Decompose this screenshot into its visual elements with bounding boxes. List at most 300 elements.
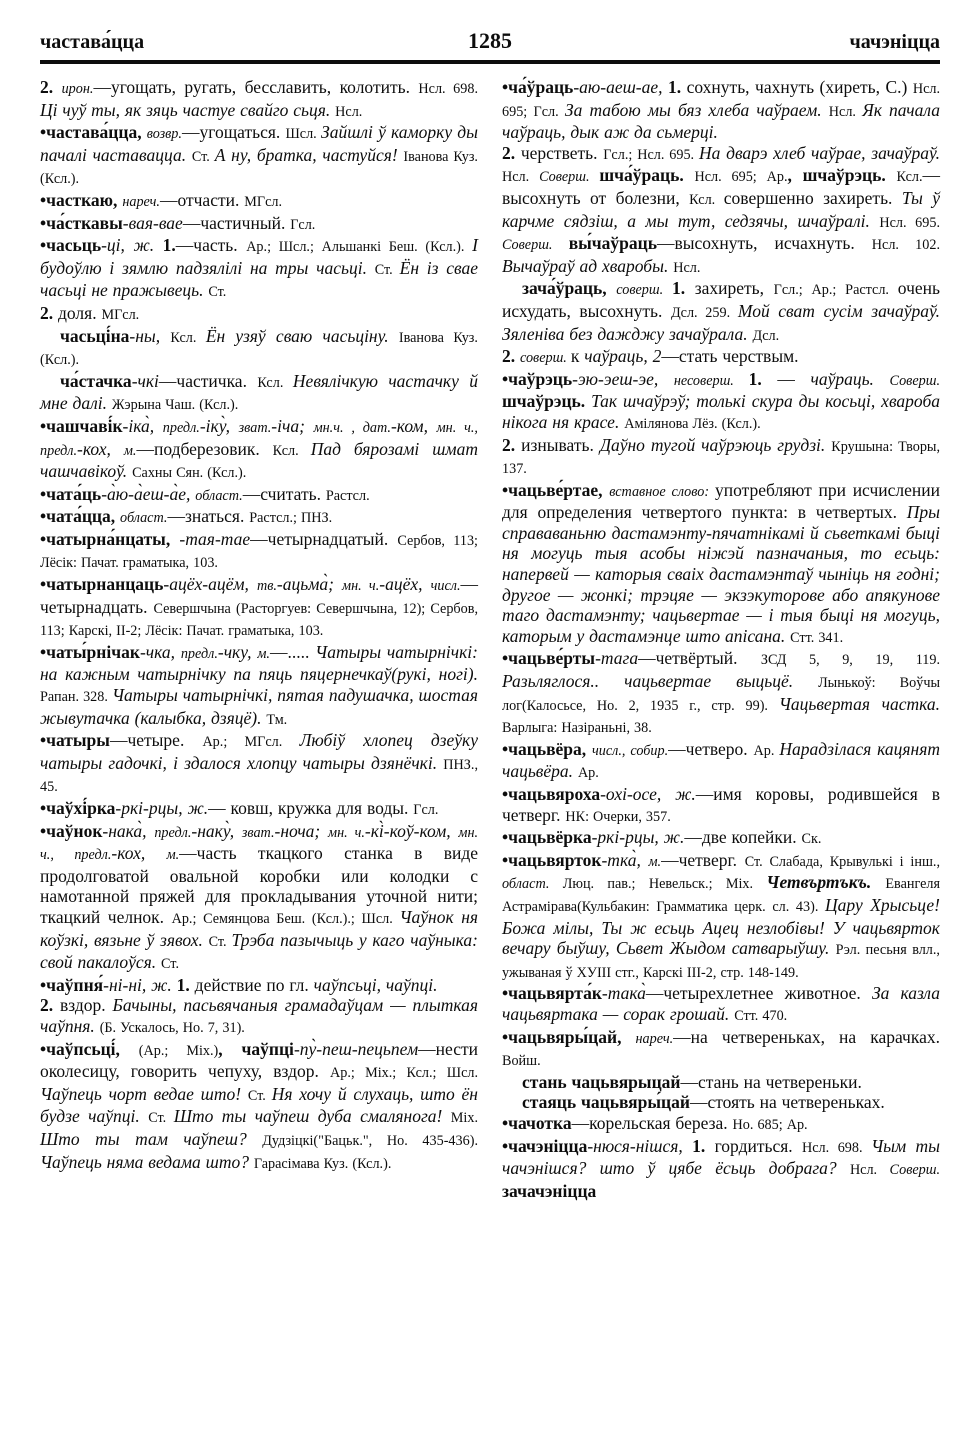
text-segment: Растсл.; ПНЗ. [249, 510, 333, 527]
headword: •чата́цца, [40, 506, 121, 527]
header-rule [40, 60, 940, 64]
text-segment: Нсл. 102. [871, 237, 940, 254]
dictionary-entry [40, 995, 478, 1038]
text-segment: Лынькоў: Воўчы лог(Калосьсе, Но. 2, 1935 г., стр. 99). [502, 675, 940, 714]
text-segment: Ксл. [689, 191, 724, 208]
text-segment: захиреть, [694, 278, 774, 299]
dictionary-entry [40, 975, 478, 996]
text-segment: —часть ткацкого станка в виде продолговатой овальной коробки или колодки с намотанной пряжей для прокладывания уточной нити; ткацкий челнок. [40, 843, 479, 927]
headword: зача́ўраць, [522, 278, 617, 299]
text-segment: мн. ч., предл. [40, 419, 478, 459]
text-segment: област. [195, 487, 243, 504]
text-segment: зачачэніцца [502, 1180, 597, 1201]
text-segment: шча́ўраць. [599, 165, 695, 186]
headword: •чачотка [502, 1112, 572, 1133]
text-segment: Рэл. песьня влл., ужываная ў ХУІІІ стг., Карскі III-2, стр. 148-149. [502, 942, 940, 981]
dictionary-entry [40, 506, 478, 529]
text-segment: -кох, [111, 843, 167, 864]
text-segment: Шсл. [285, 126, 322, 143]
text-segment: черстветь. [520, 142, 604, 163]
dictionary-entry [40, 730, 478, 798]
headword: •чата́ць [40, 483, 102, 504]
text-segment: Соверш. [502, 237, 569, 254]
text-segment: Крушына: Творы, 137. [502, 438, 940, 478]
text-segment: Сербов, 113; Лёсік: Пачат. граматыка, 103. [40, 532, 478, 572]
text-segment: , шчаўрэць. [787, 165, 897, 186]
text-segment: —высохнуть, исчахнуть. [657, 233, 872, 254]
text-segment: вздор. [60, 995, 113, 1016]
text-segment: Нсл. [849, 1162, 890, 1179]
text-segment: —на четвереньках, на карачках. [673, 1026, 940, 1047]
text-segment: Нсл. 695; Гсл. [502, 81, 940, 120]
text-segment: Ці чуў ты, як зяць частуе свайго сьця. [40, 99, 336, 120]
text-segment: Ст. [148, 1110, 174, 1127]
text-segment: Што ты там чаўпеш? [40, 1128, 263, 1149]
text-segment: -охі-осе, ж. [600, 784, 696, 804]
text-segment: -пу̀-пеш-пецьпем [293, 1038, 419, 1059]
headword: •чацьвяры́цай, [502, 1026, 636, 1047]
text-segment: чаўраць, 2 [584, 346, 662, 367]
text-segment: -іка̀, [122, 415, 163, 436]
dictionary-entry [502, 369, 940, 435]
text-segment: Амілянова Лёз. (Ксл.). [624, 415, 761, 432]
text-segment: Ар.; Семянцова Беш. (Ксл.).; Шсл. [171, 910, 400, 927]
text-segment: І будоўлю і зямлю падзялілі на тры часьці. [40, 235, 478, 278]
text-segment: НК: Очерки, 357. [565, 808, 671, 825]
dictionary-entry [502, 1072, 940, 1093]
text-segment: Ксл. [170, 329, 206, 346]
text-segment: Ст. [208, 933, 232, 950]
text-segment: предл. [154, 824, 192, 841]
dictionary-entry [502, 143, 940, 279]
text-segment: Чаўнок ня коўзкі, вязьне ў зявох. [40, 906, 479, 950]
text-segment: —частичный. [182, 212, 291, 233]
headword: •чачэніцца [502, 1135, 588, 1156]
dictionary-entry [40, 484, 478, 507]
dictionary-entry [502, 435, 940, 480]
text-segment: Чацьвертая частка. [778, 693, 940, 714]
dictionary-entry [40, 798, 478, 821]
dictionary-entry [40, 416, 478, 484]
text-segment: Люц. пав.; Невельск.; Міх. [562, 876, 767, 893]
text-segment: -тая-тае [179, 528, 251, 549]
text-segment: предл. [180, 645, 218, 662]
text-segment: совершенно захиреть. [723, 187, 902, 208]
text-segment: Мой сват сусім зачаўраў. Зяленіва без дажджу зачаўрала. [502, 300, 940, 344]
headword: стань чацьвярыцай [522, 1071, 681, 1092]
text-segment: Чаўпець чорт ведае што! [40, 1083, 248, 1104]
text-columns [40, 77, 940, 1201]
dictionary-entry [502, 648, 940, 738]
text-segment: Дсл. [752, 327, 780, 344]
text-segment: Ск. [801, 831, 822, 848]
text-segment: Ксл. [272, 442, 311, 459]
text-segment: Гсл. [290, 216, 316, 233]
text-segment: област. [120, 510, 168, 527]
text-segment: -ны, [129, 325, 171, 346]
dictionary-entry [502, 739, 940, 784]
text-segment: числ., собир. [591, 742, 669, 759]
text-segment: Нсл. [502, 169, 540, 186]
text-segment: действие по гл. [194, 974, 314, 995]
text-segment: вы́чаўраць [568, 233, 657, 254]
dictionary-entry [40, 235, 478, 303]
text-segment: —корельская береза. [571, 1112, 733, 1133]
text-segment: ЗСД 5, 9, 19, 119. [760, 652, 941, 669]
text-segment: —нести околесицу, говорить чепуху, вздор. [40, 1038, 479, 1082]
text-segment: Евангеля Астрамірава(Кульбакин: Грамматика церк. сл. 43). [502, 876, 940, 915]
running-header [40, 28, 940, 54]
text-segment: Соверш. [539, 169, 600, 186]
text-segment: -нюся-нішся, [587, 1135, 693, 1156]
text-segment: Ст. Слабада, Крывулькі і інш., [744, 853, 940, 870]
text-segment: —четырнадцатый. [250, 528, 398, 549]
text-segment: ПНЗ., 45. [40, 756, 478, 796]
dictionary-entry [40, 642, 478, 730]
text-segment: гордиться. [714, 1135, 803, 1156]
text-segment: употребляют при исчислении для определения четвертого пункта: в четвертых. [502, 479, 940, 523]
text-segment: мн. ч. [328, 824, 365, 841]
text-segment: Нсл. 698. [802, 1139, 872, 1156]
dictionary-entry [502, 1092, 940, 1113]
text-segment: —четырнадцать. [40, 574, 478, 617]
text-segment: Іванова Куз. (Ксл.). [40, 329, 478, 369]
text-segment: Іванова Куз. (Ксл.). [40, 148, 478, 188]
text-segment: —четвёртый. [638, 648, 761, 669]
text-segment: мн. ч. [342, 578, 380, 595]
text-segment: Гсл.; Нсл. 695. [603, 146, 699, 163]
headword: •чаўрэць [502, 368, 573, 389]
text-segment: Дсл. 259. [670, 304, 738, 321]
text-segment: -чкі [131, 370, 159, 391]
text-segment: —стань на четвереньки. [680, 1071, 862, 1092]
text-segment: —четыре. [109, 730, 203, 751]
text-segment: Што ты чаўпеш дуба смалянога! [173, 1106, 451, 1127]
text-segment: 1. [176, 974, 195, 995]
headword: 2. [502, 346, 520, 367]
text-segment: Нсл. [673, 259, 701, 276]
text-segment: 1. [671, 278, 695, 299]
text-segment: МГсл. [101, 306, 140, 323]
text-segment: Рапан. 328. [40, 689, 112, 706]
headword: 2. [40, 77, 62, 97]
text-segment: Ст. [161, 956, 179, 973]
text-segment: —угощать, ругать, бесславить, колотить. [93, 77, 419, 97]
dictionary-entry [40, 326, 478, 371]
text-segment: -ці, ж. [101, 235, 163, 256]
text-segment: м. [166, 847, 180, 864]
headword: •чаты́рнічак [40, 641, 140, 662]
text-segment: -така̀ [601, 983, 646, 1004]
dictionary-entry [40, 1039, 478, 1175]
text-segment: Гсл.; Ар.; Растсл. [773, 282, 898, 299]
text-segment: Ня хочу й слухаць, што ён будзе чаўпці. [40, 1083, 478, 1127]
text-segment: Даўно тугой чаўрэюць грудзі. [599, 434, 832, 455]
text-segment: -тка̀, [601, 849, 649, 870]
headword: •чацьвёрка [502, 827, 592, 848]
text-segment: Соверш. [889, 372, 940, 389]
text-segment: Бачыны, пасьвячаныя грамадаўцам — плыткая чаўпня. [40, 995, 479, 1036]
text-segment: Четвъртъкъ. [766, 872, 886, 893]
text-segment: Ар. [753, 742, 780, 759]
text-segment: -ноча; [274, 820, 329, 841]
text-segment: А ну, братка, частуйся! [214, 144, 404, 165]
headword: •чаўнок [40, 820, 103, 841]
text-segment: Войш. [502, 1053, 541, 1070]
text-segment: Як пачала чаўраць, дык аж да сьмерці. [502, 99, 940, 143]
dictionary-entry [502, 1136, 940, 1202]
text-segment: -кох, [77, 438, 124, 459]
text-segment: МГсл. [244, 193, 282, 210]
text-segment: -ацёх-ацём, [163, 574, 257, 595]
text-segment: Гсл. [413, 802, 439, 818]
text-segment: Нсл. 695; Ар. [694, 169, 788, 186]
text-segment: доля. [58, 302, 102, 323]
text-segment: Но. 685; Ар. [732, 1116, 808, 1133]
text-segment: —часть. [175, 235, 247, 256]
text-segment: Ксл. [896, 169, 923, 186]
text-segment: -ркі-рцы, ж. [115, 798, 209, 818]
dictionary-entry [40, 122, 478, 190]
text-segment: очень исхудать, высохнуть. [502, 278, 940, 321]
text-segment: -эю-эеш-эе, [572, 368, 674, 389]
text-segment: Тм. [266, 711, 288, 728]
headword: часьці́на [60, 325, 130, 346]
text-segment: Ст. [191, 148, 215, 165]
text-segment: Міх. [450, 1110, 478, 1127]
text-segment: -чка, [139, 641, 181, 662]
headword: •чацьвёра, [502, 738, 592, 759]
text-segment: —знаться. [167, 506, 250, 527]
dictionary-entry [40, 303, 478, 326]
text-segment: —четверг. [661, 849, 745, 870]
text-segment: тв. [256, 578, 277, 595]
text-segment: —имя коровы, родившейся в четверг. [502, 784, 940, 825]
text-segment: —..... [269, 641, 316, 662]
headword: •частава́цца, [40, 122, 147, 143]
text-segment: к [570, 346, 585, 367]
text-segment: Нсл. 698. [418, 81, 479, 97]
text-segment: -іку̀, [199, 415, 239, 436]
text-segment: Гарасімава Куз. (Ксл.). [253, 1155, 392, 1172]
text-segment: —отчасти. [159, 189, 245, 210]
text-segment: мн.ч. , дат. [313, 419, 391, 436]
left-column [40, 77, 478, 1201]
text-segment: Чым ты чачэнішся? што ў цябе ёсьць добрага? [502, 1135, 940, 1179]
text-segment: —угощаться. [181, 122, 286, 143]
text-segment: нареч. [122, 193, 160, 210]
text-segment: Ст. [374, 261, 400, 278]
text-segment: Стт. 341. [790, 629, 844, 646]
text-segment: возвр. [146, 126, 182, 143]
text-segment: Нсл. 695. [879, 214, 940, 231]
text-segment: -а̀ю-а̀еш-а̀е, [101, 483, 196, 504]
text-segment: — ковш, кружка для воды. [208, 798, 414, 818]
text-segment: —частичка. [158, 370, 258, 391]
text-segment: 1. [668, 77, 687, 97]
text-segment: м. [257, 645, 270, 662]
text-segment: Ар.; Шсл.; Альшанкі Беш. (Ксл.). [246, 239, 473, 256]
text-segment: -ацёх, [379, 574, 431, 595]
text-segment: 1. [162, 235, 176, 256]
text-segment: Вычаўраў ад хваробы. [502, 255, 674, 276]
text-segment: шчаўрэць. [502, 391, 592, 412]
page-number: 1285 [468, 28, 512, 53]
text-segment: —четверо. [668, 738, 754, 759]
text-segment: Чатыры чатырнічкі: на кажным чатырнічку па пяць пяцернечкаў(рукі, ногі). [40, 641, 478, 685]
text-segment: —подберезовик. [136, 438, 273, 459]
dictionary-entry [40, 529, 478, 574]
text-segment: -ацьма̀; [276, 574, 343, 595]
dictionary-entry [40, 574, 478, 642]
dictionary-entry [502, 784, 940, 827]
headword: •чашчаві́к [40, 415, 123, 436]
running-head-right: чачэніцца [849, 31, 940, 53]
headword: •часткаю, [40, 189, 123, 210]
text-segment: изнывать. [521, 434, 600, 455]
text-segment: — [777, 368, 811, 389]
headword: 2. [502, 434, 522, 455]
dictionary-entry [502, 480, 940, 649]
text-segment: Трэба пазычыць у каго чаўныка: свой пакалоўся. [40, 929, 478, 973]
headword: •ча́ўраць [502, 77, 574, 97]
text-segment: Ты ў карчме сядзіш, а мы тут, седзячы, шчаўралі. [502, 187, 940, 231]
text-segment: 1. [692, 1135, 715, 1156]
text-segment: соверш. [520, 350, 571, 367]
text-segment: (Ар.; Міх.) [138, 1042, 219, 1059]
dictionary-entry [502, 1113, 940, 1136]
headword: стаяць чацьвяры́цай [522, 1092, 690, 1113]
headword: •ча́сткавы [40, 212, 123, 233]
text-segment: Дудзіцкі("Бацьк.", Но. 435-436). [262, 1132, 478, 1149]
dictionary-entry [502, 1027, 940, 1072]
dictionary-entry [502, 983, 940, 1026]
headword: •чаўпсьці́, [40, 1038, 139, 1059]
text-segment: Сахны Сян. (Ксл.). [132, 465, 247, 482]
dictionary-entry [40, 213, 478, 236]
headword: •чаўхі́рка [40, 798, 116, 818]
text-segment: Пры справаваньню дастамэнту-пячатнікамі й сьветкамі быці ня могуць тыя асобы ніжэй пазначаныя, то есьць: напервей — каторыя сваіх дастамэнтаў чыніць ня годні; другое — жонкі; трэцяе — экзэкуторове або апякунове таго дастамэнту; чацьвертае — і тыя быці ня могуць, каторым у дастамэнце што апісана. [502, 502, 940, 646]
text-segment: -чку, [217, 641, 258, 662]
text-segment: -кі̀-коў-ком, [364, 820, 459, 841]
text-segment: Нсл. [828, 103, 863, 120]
dictionary-entry [40, 190, 478, 213]
text-segment: (Б. Ускалось, Но. 7, 31). [99, 1019, 245, 1036]
text-segment: Стт. 470. [734, 1007, 788, 1024]
text-segment: -ні-ні, ж. [103, 974, 177, 995]
dictionary-entry [502, 827, 940, 850]
text-segment: Пад бярозамі шмат чашчавікоў. [40, 438, 478, 482]
headword: •чатыры [40, 730, 110, 751]
text-segment: —стоять на четвереньках. [689, 1092, 885, 1113]
text-segment: чаўпсьці, чаўпці. [313, 974, 438, 995]
text-segment: ирон. [61, 81, 94, 97]
text-segment: —две копейки. [684, 827, 802, 848]
dictionary-entry [40, 77, 478, 122]
text-segment: Невялічкую частачку й мне далі. [40, 370, 478, 414]
text-segment: мн. ч., предл. [40, 824, 479, 864]
text-segment: Чатыры чатырнічкі, пятая падушачка, шостая жывутачка (калыбка, дзяцё). [40, 685, 479, 728]
text-segment: вставное слово: [609, 483, 715, 500]
dictionary-entry [502, 77, 940, 143]
text-segment: Ар.; МГсл. [202, 734, 300, 751]
text-segment: Ён із свае часьці не пражывець. [40, 257, 478, 301]
text-segment: несоверш. [673, 372, 749, 389]
text-segment: м. [648, 853, 662, 870]
text-segment: Ар. [577, 765, 599, 782]
headword: •чацьве́рты [502, 648, 596, 669]
dictionary-entry [502, 346, 940, 369]
text-segment: соверш. [616, 282, 672, 299]
text-segment: Любіў хлопец дзеўку чатыры гадочкі, і здалося хлопцу чатыры дзянёчкі. [40, 730, 478, 773]
text-segment: , чаўпці [218, 1038, 294, 1059]
text-segment: На дварэ хлеб чаўрае, зачаўраў. [698, 142, 940, 163]
text-segment: -аю-аеш-ае, [573, 77, 668, 97]
headword: •чатырнанцаць [40, 574, 164, 595]
text-segment: -вая-вае [122, 212, 183, 233]
text-segment: Растсл. [325, 487, 370, 504]
text-segment: зват. [241, 824, 275, 841]
text-segment: Ст. [247, 1087, 272, 1104]
text-segment: 1. [748, 368, 778, 389]
headword: 2. [40, 995, 60, 1016]
text-segment: Нарадзілася кацянят чацьвёра. [502, 738, 940, 782]
text-segment: -ком, [390, 415, 437, 436]
headword: •чацьвярток [502, 849, 602, 870]
text-segment: -наку̀, [191, 820, 242, 841]
text-segment: Так шчаўрэў; толькі скура ды косьці, хвароба нікога ня красе. [502, 391, 940, 432]
text-segment: —высохнуть от болезни, [502, 165, 941, 208]
headword: •чаўпня́ [40, 974, 104, 995]
text-segment: Варлыга: Назіраньні, 38. [502, 720, 652, 737]
text-segment: област. [502, 876, 563, 893]
text-segment: -нака̀, [102, 820, 155, 841]
dictionary-entry [502, 850, 940, 984]
text-segment: Нсл. [335, 103, 363, 120]
text-segment: зват. [238, 419, 272, 436]
text-segment: За казла чацьвяртака — сорак грошай. [502, 983, 940, 1024]
text-segment: Жэрына Чаш. (Ксл.). [111, 397, 239, 414]
text-segment: Чаўпець няма ведама што? [40, 1151, 254, 1172]
text-segment: Севершчына (Расторгуев: Севершчына, 12); Сербов, 113; Карскі, II-2; Лёсік: Пачат. граматыка, 103. [40, 600, 478, 640]
headword: •чацьвяроха [502, 784, 601, 804]
headword: •чатырна́нцаты, [40, 528, 180, 549]
text-segment: Ар.; Міх.; Ксл.; Шсл. [330, 1065, 478, 1082]
text-segment: нареч. [635, 1030, 674, 1047]
text-segment: Ён узяў сваю часьціну. [205, 325, 399, 346]
text-segment: За табою мы бяз хлеба чаўраем. [564, 99, 829, 120]
running-head-left: частава́цца [40, 31, 145, 53]
text-segment: Разьляглося.. чацьвертае выцьцё. [502, 671, 819, 692]
text-segment: м. [123, 442, 137, 459]
headword: 2. [502, 142, 521, 163]
text-segment: —стать черствым. [661, 346, 799, 367]
text-segment: Соверш. [889, 1162, 941, 1179]
headword: ча́стачка [60, 370, 132, 391]
text-segment: числ. [430, 578, 461, 595]
text-segment: -ркі-рцы, ж. [591, 827, 685, 848]
text-segment: -іча; [271, 415, 314, 436]
text-segment: Ксл. [257, 374, 293, 391]
text-segment: Цару Хрысьце! Божа мілы, Ты ж есьць Ацец незлобівы! У чацьвярток вечару быўшу, Сьвет Жыдом сатварыўшу. [502, 894, 940, 959]
headword: 2. [40, 302, 58, 323]
text-segment: —четырехлетнее животное. [645, 983, 872, 1004]
headword: •чацьвярта́к [502, 983, 602, 1004]
text-segment: Зайшлі ў каморку ды пачалі частавацца. [40, 122, 478, 165]
headword: •часьць [40, 235, 102, 256]
text-segment: Ст. [208, 284, 227, 301]
dictionary-entry [40, 821, 478, 975]
